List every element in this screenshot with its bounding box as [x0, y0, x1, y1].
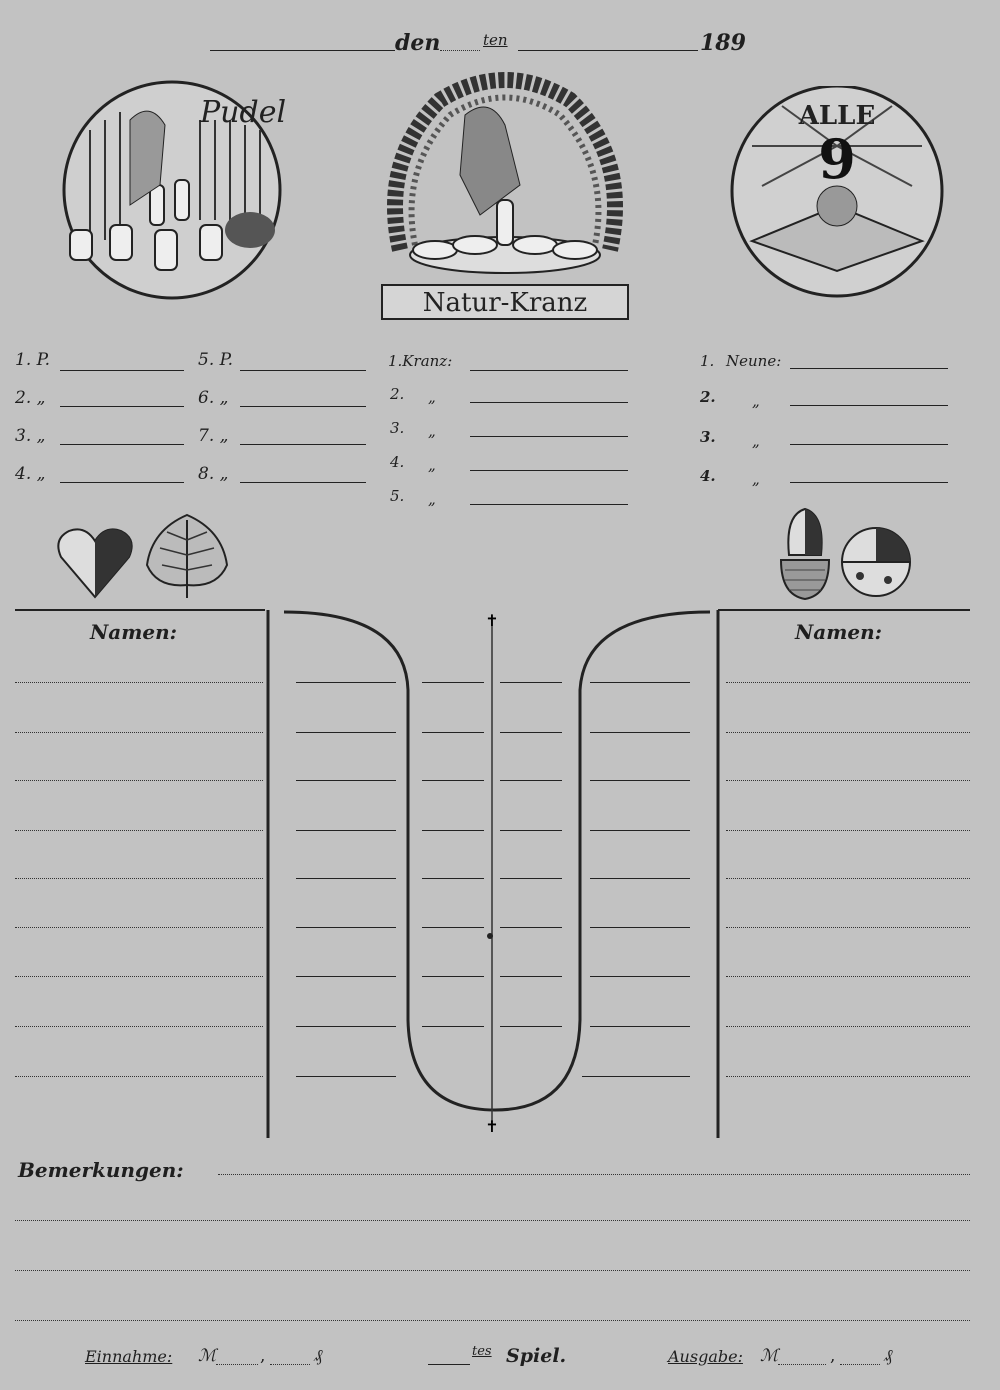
- name-right-row-9[interactable]: [726, 1076, 970, 1077]
- ausgabe-mark-field[interactable]: [778, 1364, 826, 1365]
- pudel-label-8: 8. „: [198, 464, 229, 484]
- alle-title: ALLE: [798, 101, 876, 131]
- einnahme-comma: ,: [260, 1346, 266, 1366]
- name-left-row-3[interactable]: [15, 780, 263, 781]
- pudel-label-4: 4. „: [15, 464, 46, 484]
- kranz-label-1: 1.Kranz:: [388, 352, 453, 370]
- score-row-3-b[interactable]: [422, 780, 484, 781]
- bell-suit-icon: [838, 522, 918, 607]
- score-row-2-d[interactable]: [590, 732, 690, 733]
- neune-first-label: Neune:: [726, 352, 782, 370]
- score-row-3-a[interactable]: [296, 780, 396, 781]
- alle-neune-medallion: [722, 86, 952, 301]
- kranz-medallion: [370, 60, 640, 330]
- pudel-line-3[interactable]: [60, 444, 184, 445]
- score-row-2-c[interactable]: [500, 732, 562, 733]
- heart-suit-icon: [55, 525, 135, 600]
- pudel-title: Pudel: [200, 95, 287, 130]
- score-row-6-a[interactable]: [296, 927, 396, 928]
- kranz-ditto-3: „: [428, 422, 436, 440]
- name-right-row-1[interactable]: [726, 682, 970, 683]
- score-row-9-d[interactable]: [582, 1076, 690, 1077]
- score-row-8-d[interactable]: [590, 1026, 690, 1027]
- remarks-line-2[interactable]: [15, 1220, 970, 1221]
- score-row-4-d[interactable]: [590, 830, 690, 831]
- alle-number: 9: [818, 127, 856, 191]
- den-label: den: [395, 30, 441, 56]
- spiel-label: Spiel.: [506, 1345, 567, 1367]
- neune-line-2[interactable]: [790, 405, 948, 406]
- einnahme-mark-field[interactable]: [216, 1364, 258, 1365]
- neune-line-1[interactable]: [790, 368, 948, 369]
- einnahme-label: Einnahme:: [85, 1347, 173, 1366]
- spiel-number-field[interactable]: [428, 1364, 470, 1365]
- score-row-6-c[interactable]: [500, 927, 562, 928]
- score-row-5-b[interactable]: [422, 878, 484, 879]
- score-row-6-b[interactable]: [422, 927, 484, 928]
- pudel-line-8[interactable]: [240, 482, 366, 483]
- date-dots: [440, 50, 480, 51]
- remarks-line-1[interactable]: [218, 1174, 970, 1175]
- score-row-7-d[interactable]: [590, 976, 690, 977]
- kranz-ditto-5: „: [428, 490, 436, 508]
- score-row-5-d[interactable]: [590, 878, 690, 879]
- neune-ditto-3: „: [752, 432, 760, 450]
- pudel-line-4[interactable]: [60, 482, 184, 483]
- score-row-7-a[interactable]: [296, 976, 396, 977]
- pudel-line-7[interactable]: [240, 444, 366, 445]
- kranz-label-5: 5.: [390, 487, 405, 505]
- pudel-line-1[interactable]: [60, 370, 184, 371]
- names-left-heading: Namen:: [90, 620, 178, 644]
- name-left-row-2[interactable]: [15, 732, 263, 733]
- ausgabe-label: Ausgabe:: [668, 1347, 743, 1366]
- score-row-4-c[interactable]: [500, 830, 562, 831]
- pudel-line-5[interactable]: [240, 370, 366, 371]
- remarks-line-4[interactable]: [15, 1320, 970, 1321]
- name-right-row-8[interactable]: [726, 1026, 970, 1027]
- neune-ditto-4: „: [752, 470, 760, 488]
- name-right-row-3[interactable]: [726, 780, 970, 781]
- tes-label: tes: [472, 1344, 492, 1359]
- neune-label-4: 4.: [700, 467, 716, 485]
- score-row-7-b[interactable]: [422, 976, 484, 977]
- svg-text:✝: ✝: [485, 611, 499, 630]
- score-row-2-a[interactable]: [296, 732, 396, 733]
- svg-text:✝: ✝: [485, 1117, 499, 1136]
- score-row-8-b[interactable]: [422, 1026, 484, 1027]
- name-left-row-4[interactable]: [15, 830, 263, 831]
- ausgabe-pfennig-symbol: ₰: [884, 1346, 893, 1366]
- pudel-line-6[interactable]: [240, 406, 366, 407]
- score-row-3-d[interactable]: [590, 780, 690, 781]
- name-left-row-5[interactable]: [15, 878, 263, 879]
- name-right-row-2[interactable]: [726, 732, 970, 733]
- pudel-line-2[interactable]: [60, 406, 184, 407]
- pudel-label-3: 3. „: [15, 426, 46, 446]
- einnahme-mark-symbol: ℳ: [198, 1346, 217, 1366]
- score-row-6-d[interactable]: [590, 927, 690, 928]
- score-row-5-a[interactable]: [296, 878, 396, 879]
- score-row-8-c[interactable]: [500, 1026, 562, 1027]
- kranz-line-3[interactable]: [470, 436, 628, 437]
- ausgabe-pf-field[interactable]: [840, 1364, 880, 1365]
- name-right-row-6[interactable]: [726, 927, 970, 928]
- score-row-7-c[interactable]: [500, 976, 562, 977]
- score-row-2-b[interactable]: [422, 732, 484, 733]
- ausgabe-comma: ,: [830, 1346, 836, 1366]
- neune-label-3: 3.: [700, 428, 716, 446]
- acorn-suit-icon: [775, 505, 835, 605]
- score-row-4-b[interactable]: [422, 830, 484, 831]
- neune-label-1: 1.: [700, 352, 715, 370]
- neune-ditto-2: „: [752, 392, 760, 410]
- kranz-label-2: 2.: [390, 385, 405, 403]
- score-row-1-b[interactable]: [422, 682, 484, 683]
- pudel-label-5: 5. P.: [198, 350, 234, 370]
- score-row-8-a[interactable]: [296, 1026, 396, 1027]
- einnahme-pfennig-symbol: ₰: [314, 1346, 323, 1366]
- name-right-row-5[interactable]: [726, 878, 970, 879]
- pudel-label-6: 6. „: [198, 388, 229, 408]
- leaf-suit-icon: [142, 510, 232, 602]
- name-left-row-7[interactable]: [15, 976, 263, 977]
- kranz-ditto-2: „: [428, 388, 436, 406]
- pudel-label-2: 2. „: [15, 388, 46, 408]
- kranz-line-2[interactable]: [470, 402, 628, 403]
- name-left-row-8[interactable]: [15, 1026, 263, 1027]
- kranz-ditto-4: „: [428, 456, 436, 474]
- neune-label-2: 2.: [700, 388, 716, 406]
- name-left-row-9[interactable]: [15, 1076, 263, 1077]
- kranz-line-4[interactable]: [470, 470, 628, 471]
- neune-line-4[interactable]: [790, 482, 948, 483]
- name-right-row-4[interactable]: [726, 830, 970, 831]
- year-label: 189: [700, 30, 746, 56]
- pudel-medallion: [50, 80, 310, 310]
- score-row-1-a[interactable]: [296, 682, 396, 683]
- ausgabe-mark-symbol: ℳ: [760, 1346, 779, 1366]
- einnahme-pf-field[interactable]: [270, 1364, 310, 1365]
- ten-label: ten: [483, 31, 508, 49]
- score-row-4-a[interactable]: [296, 830, 396, 831]
- kranz-line-5[interactable]: [470, 504, 628, 505]
- score-row-5-c[interactable]: [500, 878, 562, 879]
- score-row-3-c[interactable]: [500, 780, 562, 781]
- score-row-9-a[interactable]: [296, 1076, 396, 1077]
- score-row-1-d[interactable]: [590, 682, 690, 683]
- name-left-row-6[interactable]: [15, 927, 263, 928]
- kranz-label-3: 3.: [390, 419, 405, 437]
- name-left-row-1[interactable]: [15, 682, 263, 683]
- score-row-1-c[interactable]: [500, 682, 562, 683]
- remarks-label: Bemerkungen:: [18, 1158, 184, 1182]
- kranz-title: Natur-Kranz: [422, 288, 588, 318]
- pudel-label-1: 1. P.: [15, 350, 51, 370]
- remarks-line-3[interactable]: [15, 1270, 970, 1271]
- date-line-left: [210, 50, 395, 51]
- kranz-label-4: 4.: [390, 453, 405, 471]
- kranz-line-1[interactable]: [470, 370, 628, 371]
- neune-line-3[interactable]: [790, 444, 948, 445]
- date-line-right: [518, 50, 698, 51]
- names-right-heading: Namen:: [795, 620, 883, 644]
- name-right-row-7[interactable]: [726, 976, 970, 977]
- pudel-label-7: 7. „: [198, 426, 229, 446]
